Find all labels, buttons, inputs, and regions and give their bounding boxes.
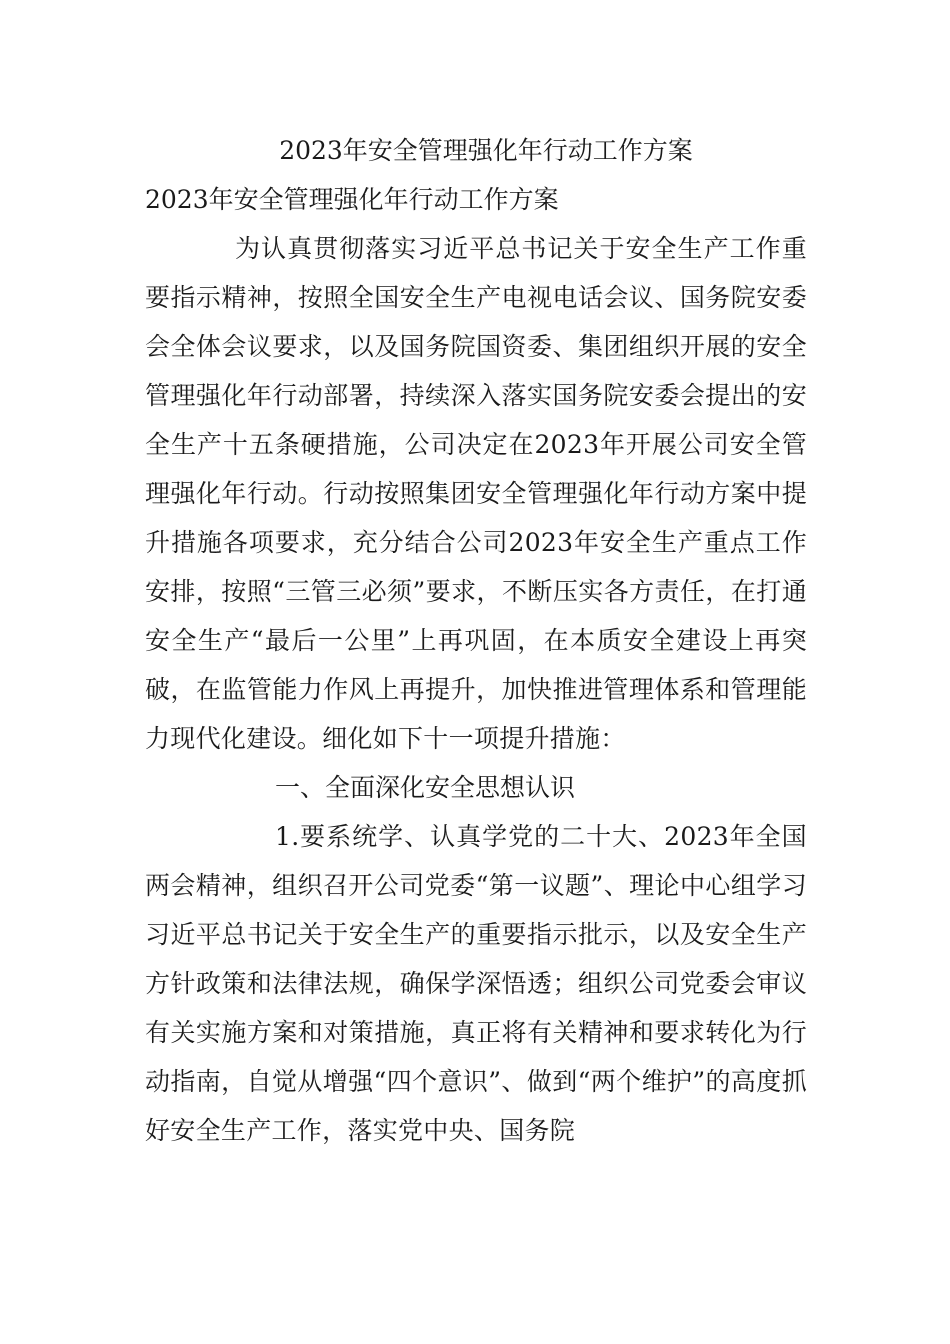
document-subtitle: 2023年安全管理强化年行动工作方案: [145, 185, 559, 214]
item-paragraph-1: 1.要系统学、认真学党的二十大、2023年全国两会精神，组织召开公司党委“第一议题”、理论中心组学习习近平总书记关于安全生产的重要指示批示，以及安全生产方针政策和法律法规，确保学深悟透；组织公司党委会审议有关实施方案和对策措施，真正将有关精神和要求转化为行动指南，自觉从增强“四个意识”、做到“两个维护”的高度抓好安全生产工作，落实党中央、国务院: [145, 822, 807, 1145]
document-title: 2023年安全管理强化年行动工作方案: [279, 136, 693, 165]
section-heading-1: 一、全面深化安全思想认识: [275, 773, 576, 802]
intro-paragraph: 为认真贯彻落实习近平总书记关于安全生产工作重要指示精神，按照全国安全生产电视电话会议、国务院安委会全体会议要求，以及国务院国资委、集团组织开展的安全管理强化年行动部署，持续深入落实国务院安委会提出的安全生产十五条硬措施，公司决定在2023年开展公司安全管理强化年行动。行动按照集团安全管理强化年行动方案中提升措施各项要求，充分结合公司2023年安全生产重点工作安排，按照“三管三必须”要求，不断压实各方责任，在打通安全生产“最后一公里”上再巩固，在本质安全建设上再突破，在监管能力作风上再提升，加快推进管理体系和管理能力现代化建设。细化如下十一项提升措施：: [145, 234, 807, 753]
document-body: [145, 126, 807, 1155]
